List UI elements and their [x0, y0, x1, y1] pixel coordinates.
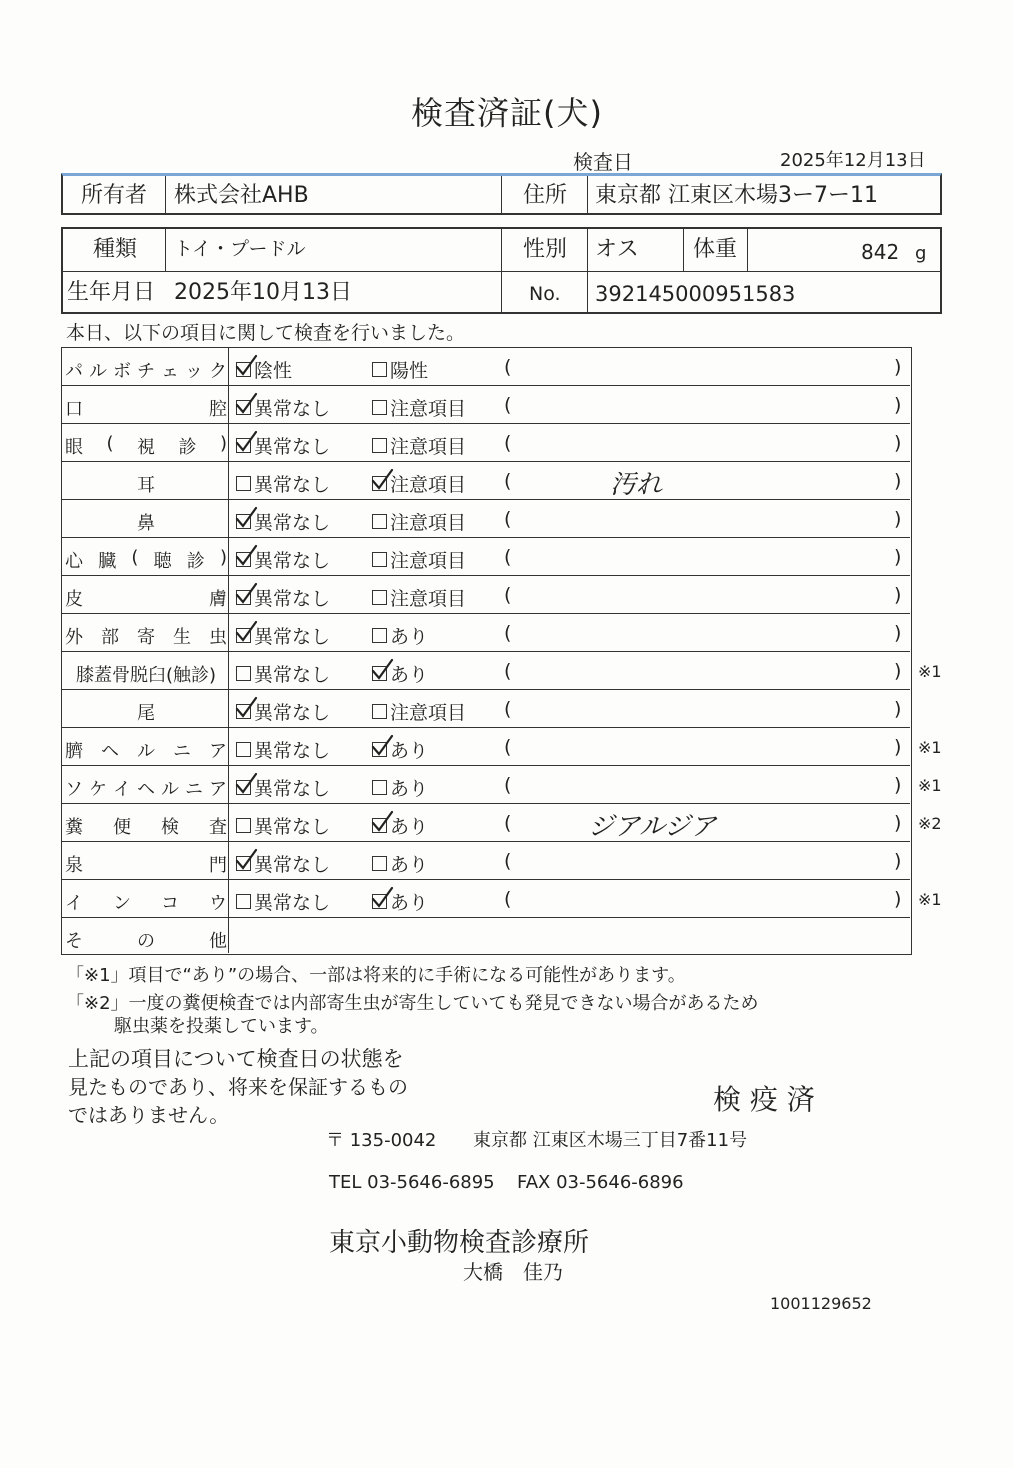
option-normal[interactable] [236, 508, 330, 535]
item-label: 泉 門 [65, 855, 227, 876]
item-label: 外 部 寄 生 虫 [65, 627, 227, 648]
option-label: 陽性 [390, 360, 429, 382]
option-abnormal[interactable] [372, 660, 428, 687]
intro-text: 本日、以下の項目に関して検査を行いました。 [66, 322, 466, 344]
disclaimer-line-2: 見たものであり、将来を保証するもの [68, 1075, 408, 1099]
inspection-date-value: 2025年12月13日 [780, 150, 926, 171]
sex-label: 性別 [523, 237, 568, 262]
handwritten-note: ジアルジア [588, 812, 717, 842]
item-label: 眼 ( 視 診 ) [65, 433, 227, 458]
checkbox-icon[interactable] [236, 476, 251, 491]
paren-open: ( [504, 660, 512, 682]
checkbox-icon[interactable] [236, 818, 251, 833]
paren-close: ) [894, 812, 902, 834]
footnote-mark: ※1 [918, 890, 942, 909]
option-label: 異常なし [254, 398, 331, 420]
option-normal[interactable] [236, 698, 330, 725]
option-normal[interactable] [236, 432, 330, 459]
paren-close: ) [894, 622, 902, 644]
number-value: 392145000951583 [595, 282, 796, 306]
paren-close: ) [894, 774, 902, 796]
table-row [62, 842, 910, 880]
paren-close: ) [894, 432, 902, 454]
paren-open: ( [504, 546, 512, 568]
document-title: 検査済証(犬) [411, 94, 603, 132]
number-label: No. [529, 283, 561, 305]
option-abnormal[interactable] [372, 394, 466, 421]
option-abnormal[interactable] [372, 508, 466, 535]
option-label: 異常なし [254, 588, 331, 610]
option-label: あり [390, 892, 429, 914]
option-label: あり [390, 740, 429, 762]
sex-value: オス [595, 237, 639, 262]
item-label: 尾 [137, 703, 155, 724]
owner-value: 株式会社AHB [174, 183, 309, 208]
option-normal[interactable] [236, 394, 330, 421]
clinic-name: 東京小動物検査診療所 [329, 1228, 590, 1258]
item-label: 皮 膚 [65, 589, 227, 610]
option-label: 注意項目 [390, 398, 467, 420]
checked-box-icon[interactable] [372, 476, 387, 491]
checked-box-icon[interactable] [372, 742, 387, 757]
pet-info-box [61, 227, 942, 314]
option-normal[interactable] [236, 888, 330, 915]
checked-box-icon[interactable] [236, 780, 251, 795]
option-label: 異常なし [254, 816, 331, 838]
address-label: 住所 [523, 183, 568, 208]
kind-value: トイ・プードル [174, 238, 306, 260]
other-label: そ の 他 [65, 931, 227, 952]
checked-box-icon[interactable] [236, 856, 251, 871]
paren-close: ) [894, 584, 902, 606]
checked-box-icon[interactable] [372, 818, 387, 833]
checked-box-icon[interactable] [236, 438, 251, 453]
checkbox-icon[interactable] [372, 780, 387, 795]
checked-box-icon[interactable] [236, 628, 251, 643]
item-label: 膝蓋骨脱臼(触診) [75, 665, 217, 686]
option-label: 異常なし [254, 664, 331, 686]
checkbox-icon[interactable] [372, 400, 387, 415]
paren-open: ( [504, 432, 512, 454]
option-label: あり [390, 854, 429, 876]
option-label: 陰性 [254, 360, 293, 382]
paren-open: ( [504, 470, 512, 492]
weight-label: 体重 [693, 237, 738, 262]
checked-box-icon[interactable] [236, 400, 251, 415]
footnote-2-cont: 駆虫薬を投薬しています。 [114, 1016, 329, 1037]
table-row [62, 652, 942, 690]
checkbox-icon[interactable] [236, 666, 251, 681]
paren-open: ( [504, 356, 512, 378]
table-row [62, 576, 910, 614]
option-label: 注意項目 [390, 550, 467, 572]
option-label: あり [390, 816, 429, 838]
option-normal[interactable] [236, 736, 330, 763]
option-label: あり [390, 664, 429, 686]
paren-close: ) [894, 736, 902, 758]
option-label: 異常なし [254, 436, 331, 458]
disclaimer-line-3: ではありません。 [68, 1103, 230, 1127]
paren-open: ( [504, 850, 512, 872]
disclaimer-line-1: 上記の項目について検査日の状態を [68, 1047, 404, 1071]
paren-open: ( [504, 736, 512, 758]
table-row [62, 348, 910, 386]
item-label: イ ン コ ウ [65, 893, 227, 914]
checkbox-icon[interactable] [372, 628, 387, 643]
checkbox-icon[interactable] [372, 362, 387, 377]
checkbox-icon[interactable] [372, 856, 387, 871]
inspection-table [61, 347, 942, 955]
footnote-mark: ※1 [918, 776, 942, 795]
checked-box-icon[interactable] [372, 666, 387, 681]
footnote-mark: ※1 [918, 738, 942, 757]
option-abnormal[interactable] [372, 470, 466, 497]
paren-close: ) [894, 660, 902, 682]
checked-box-icon[interactable] [236, 362, 251, 377]
quarantine-stamp: 検 疫 済 [713, 1083, 815, 1116]
option-normal[interactable] [236, 470, 330, 497]
option-abnormal[interactable] [372, 432, 466, 459]
option-label: 注意項目 [390, 512, 467, 534]
paren-open: ( [504, 622, 512, 644]
paren-close: ) [894, 356, 902, 378]
clinic-fax: FAX 03-5646-6896 [517, 1172, 684, 1193]
paren-open: ( [504, 584, 512, 606]
option-abnormal[interactable] [372, 736, 428, 763]
table-row [62, 538, 910, 576]
option-abnormal[interactable] [372, 584, 466, 611]
paren-close: ) [894, 508, 902, 530]
inspection-date-label: 検査日 [573, 150, 633, 174]
postal-code: 〒 135-0042 [326, 1130, 437, 1151]
paren-open: ( [504, 888, 512, 910]
checkbox-icon[interactable] [236, 742, 251, 757]
option-abnormal[interactable] [372, 888, 428, 915]
handwritten-note: 汚れ [610, 470, 663, 500]
checked-box-icon[interactable] [236, 552, 251, 567]
checkbox-icon[interactable] [372, 552, 387, 567]
paren-close: ) [894, 888, 902, 910]
item-label: パ ル ボ チ ェ ッ ク [65, 361, 227, 382]
paren-open: ( [504, 508, 512, 530]
option-label: 異常なし [254, 626, 331, 648]
option-label: 異常なし [254, 778, 331, 800]
option-label: あり [390, 626, 429, 648]
checkbox-icon[interactable] [236, 894, 251, 909]
paren-close: ) [894, 470, 902, 492]
owner-label: 所有者 [81, 183, 148, 208]
table-row [62, 880, 942, 918]
option-label: あり [390, 778, 429, 800]
checkbox-icon[interactable] [372, 438, 387, 453]
address-value: 東京都 江東区木場3ー7ー11 [595, 183, 878, 208]
clinic-address: 東京都 江東区木場三丁目7番11号 [473, 1130, 748, 1151]
item-label: 心 臓 ( 聴 診 ) [65, 547, 227, 572]
option-label: 注意項目 [390, 474, 467, 496]
paren-open: ( [504, 774, 512, 796]
paren-open: ( [504, 698, 512, 720]
table-row [62, 690, 910, 728]
option-label: 注意項目 [390, 702, 467, 724]
checked-box-icon[interactable] [236, 704, 251, 719]
document-id: 1001129652 [770, 1294, 872, 1313]
paren-close: ) [894, 850, 902, 872]
footnote-2: 「※2」一度の糞便検査では内部寄生虫が寄生していても発見できない場合があるため [66, 993, 759, 1014]
item-label: 耳 [137, 475, 155, 496]
option-label: 異常なし [254, 550, 331, 572]
table-row [62, 500, 910, 538]
footnote-mark: ※2 [918, 814, 942, 833]
option-label: 異常なし [254, 892, 331, 914]
table-row [62, 424, 910, 462]
table-row [62, 766, 942, 804]
veterinarian-name: 大橋 佳乃 [463, 1260, 563, 1284]
option-normal[interactable] [236, 622, 330, 649]
footnote-1: 「※1」項目で“あり”の場合、一部は将来的に手術になる可能性があります。 [66, 965, 686, 986]
clinic-tel: TEL 03-5646-6895 [329, 1172, 495, 1193]
weight-value: 842 [861, 240, 900, 264]
option-normal[interactable] [236, 356, 292, 383]
option-label: 注意項目 [390, 588, 467, 610]
option-abnormal[interactable] [372, 698, 466, 725]
paren-close: ) [894, 394, 902, 416]
item-label: 鼻 [137, 513, 155, 534]
footnote-mark: ※1 [918, 662, 942, 681]
table-row-other [62, 918, 910, 956]
table-row [62, 728, 942, 766]
option-normal[interactable] [236, 850, 330, 877]
option-abnormal[interactable] [372, 850, 428, 877]
item-label: ソ ケ イ ヘ ル ニ ア [65, 779, 227, 800]
item-label: 臍 ヘ ル ニ ア [65, 741, 227, 762]
paren-close: ) [894, 698, 902, 720]
table-row [62, 804, 942, 842]
checkbox-icon[interactable] [372, 514, 387, 529]
option-normal[interactable] [236, 584, 330, 611]
option-abnormal[interactable] [372, 546, 466, 573]
checkbox-icon[interactable] [372, 704, 387, 719]
option-label: 異常なし [254, 702, 331, 724]
table-row [62, 386, 910, 424]
option-label: 異常なし [254, 854, 331, 876]
option-abnormal[interactable] [372, 622, 428, 649]
option-label: 注意項目 [390, 436, 467, 458]
table-row [62, 462, 910, 500]
paren-close: ) [894, 546, 902, 568]
option-label: 異常なし [254, 512, 331, 534]
option-abnormal[interactable] [372, 774, 428, 801]
option-normal[interactable] [236, 812, 330, 839]
option-normal[interactable] [236, 546, 330, 573]
checked-box-icon[interactable] [236, 590, 251, 605]
kind-label: 種類 [93, 237, 138, 262]
item-label: 口 腔 [65, 399, 227, 420]
option-abnormal[interactable] [372, 356, 428, 383]
item-label: 糞 便 検 査 [65, 817, 227, 838]
checked-box-icon[interactable] [236, 514, 251, 529]
paren-open: ( [504, 812, 512, 834]
birth-label: 生年月日 [67, 280, 156, 305]
option-normal[interactable] [236, 660, 330, 687]
option-label: 異常なし [254, 740, 331, 762]
owner-box [61, 173, 942, 215]
table-row [62, 614, 910, 652]
paren-open: ( [504, 394, 512, 416]
checkbox-icon[interactable] [372, 590, 387, 605]
weight-unit: g [915, 243, 927, 264]
birth-value: 2025年10月13日 [174, 280, 352, 305]
option-normal[interactable] [236, 774, 330, 801]
checked-box-icon[interactable] [372, 894, 387, 909]
option-abnormal[interactable] [372, 812, 428, 839]
option-label: 異常なし [254, 474, 331, 496]
